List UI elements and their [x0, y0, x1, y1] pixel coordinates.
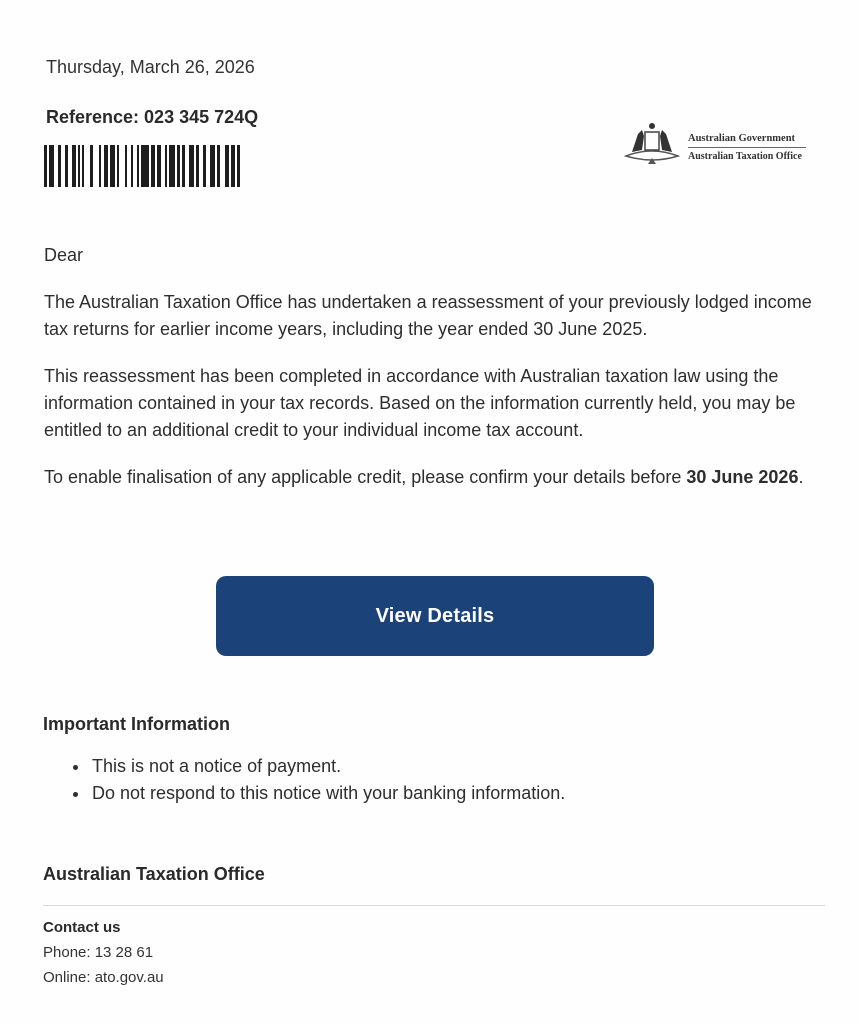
deadline-date: 30 June 2026	[686, 467, 799, 487]
view-details-button[interactable]: View Details	[216, 576, 654, 656]
paragraph-reassessment: The Australian Taxation Office has undertaken a reassessment of your previously lodged income tax returns for earlier income years, including the year ended 30 June 2025.	[44, 292, 812, 339]
deadline-prefix: To enable finalisation of any applicable credit, please confirm your details before	[44, 467, 687, 487]
list-item: • Do not respond to this notice with your banking information.	[90, 780, 565, 807]
barcode-bar	[137, 145, 139, 187]
important-information-heading: Important Information	[43, 714, 230, 734]
logo-divider	[688, 147, 806, 148]
deadline-suffix: .	[798, 467, 804, 487]
barcode-bar	[72, 145, 76, 187]
barcode-bar	[58, 145, 61, 187]
barcode-bar	[131, 145, 133, 187]
barcode-bar	[90, 145, 93, 187]
barcode-bar	[44, 145, 47, 187]
barcode-bar	[99, 145, 101, 187]
footer-divider	[43, 905, 825, 906]
logo-line-ato: Australian Taxation Office	[688, 151, 802, 162]
barcode-bar	[49, 145, 54, 187]
barcode-bar	[141, 145, 149, 187]
barcode-bar	[217, 145, 220, 187]
coat-of-arms-icon	[622, 120, 682, 168]
barcode-bar	[182, 145, 185, 187]
letter-date: Thursday, March 26, 2026	[46, 57, 255, 77]
greeting: Dear	[44, 245, 84, 265]
barcode-bar	[110, 145, 115, 187]
barcode-bar	[231, 145, 235, 187]
barcode-bar	[104, 145, 108, 187]
barcode-bar	[78, 145, 80, 187]
barcode-bar	[203, 145, 206, 187]
barcode-bar	[151, 145, 155, 187]
list-item: • This is not a notice of payment.	[90, 753, 565, 780]
contact-phone: Phone: 13 28 61	[43, 944, 154, 961]
barcode-bar	[82, 145, 84, 187]
paragraph-deadline	[44, 464, 824, 491]
barcode-bar	[65, 145, 68, 187]
barcode-bar	[169, 145, 175, 187]
barcode-bar	[196, 145, 199, 187]
footer-organisation: Australian Taxation Office	[43, 864, 265, 884]
barcode-bar	[225, 145, 229, 187]
barcode-icon	[44, 145, 316, 187]
reference-number: Reference: 023 345 724Q	[46, 107, 259, 127]
barcode-bar	[125, 145, 127, 187]
barcode-bar	[189, 145, 194, 187]
barcode-bar	[177, 145, 180, 187]
ato-logo	[622, 120, 812, 168]
barcode-bar	[237, 145, 240, 187]
contact-heading: Contact us	[43, 919, 121, 936]
paragraph-entitlement: This reassessment has been completed in accordance with Australian taxation law using the information contained in your tax records. Based on the information currently held, you may be entitled to an additional credit to your individual income tax account.	[44, 366, 796, 440]
contact-online: Online: ato.gov.au	[43, 969, 164, 986]
barcode-bar	[157, 145, 161, 187]
barcode-bar	[210, 145, 215, 187]
barcode-bar	[117, 145, 119, 187]
barcode-bar	[165, 145, 167, 187]
important-information-list	[70, 753, 565, 807]
logo-line-government: Australian Government	[688, 133, 796, 144]
